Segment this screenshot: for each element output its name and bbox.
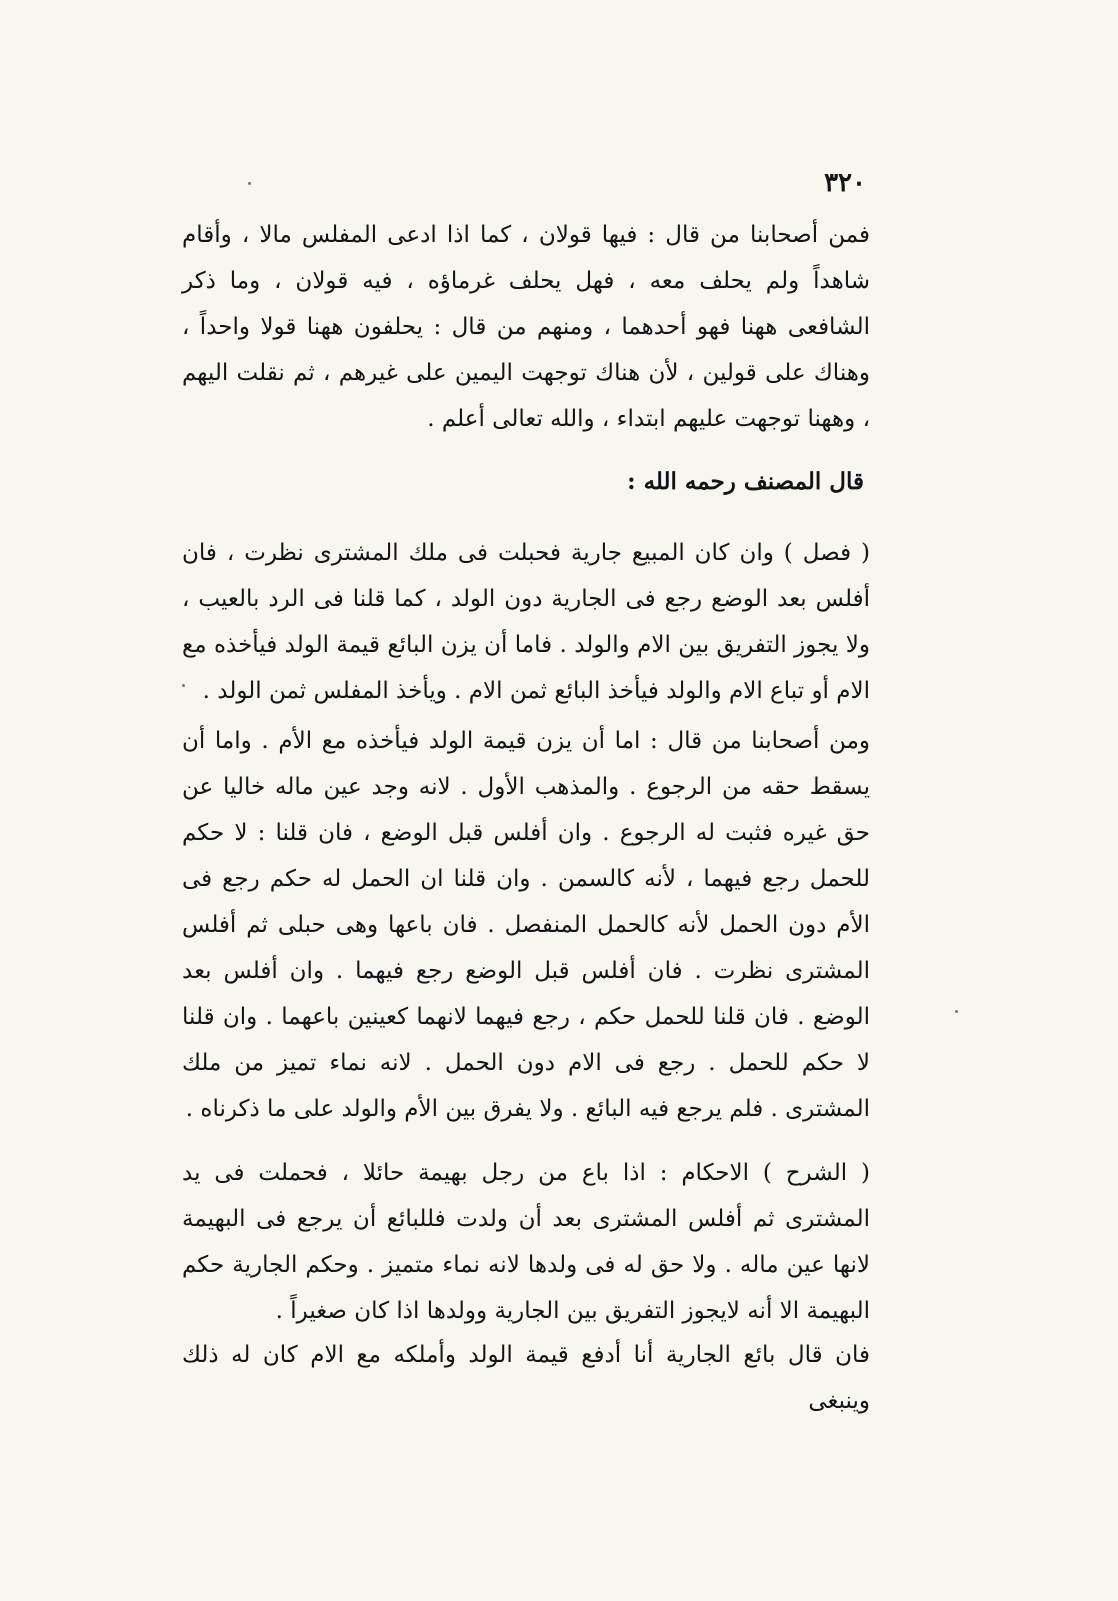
scan-speck [182,684,185,687]
paragraph-continuation: فمن أصحابنا من قال : فيها قولان ، كما اذا ادعى المفلس مالا ، وأقام شاهداً ولم يحلف معه ، فهل يحلف غرماؤه ، فيه قولان ، وما ذكر الشافعى ههنا فهو أحدهما ، ومنهم من قال : يحلفون ههنا قولا واحداً ، وهناك على قولين ، لأن هناك توجهت اليمين على غيرهم ، ثم نقلت اليهم ، وههنا توجهت عليهم ابتداء ، والله تعالى أعلم . [182,222,870,432]
paragraph-ashab: ومن أصحابنا من قال : اما أن يزن قيمة الولد فيأخذه مع الأم . واما أن يسقط حقه من الرجوع . والمذهب الأول . لانه وجد عين ماله خاليا عن حق غيره فثبت له الرجوع . وان أفلس قبل الوضع ، فان قلنا : لا حكم للحمل رجع فيهما ، لأنه كالسمن . وان قلنا ان الحمل له حكم رجع فى الأم دون الحمل لأنه كالحمل المنفصل . فان باعها وهى حبلى ثم أفلس المشترى نظرت . فان أفلس قبل الوضع رجع فيهما . وان أفلس بعد الوضع . فان قلنا للحمل حكم ، رجع فيهما لانهما كعينين باعهما . وان قلنا لا حكم للحمل . رجع فى الام دون الحمل . لانه نماء تميز من ملك المشترى . فلم يرجع فيه البائع . ولا يفرق بين الأم والولد على ما ذكرناه . [182,728,870,1122]
paragraph-sharh: ( الشرح ) الاحكام : اذا باع من رجل بهيمة حائلا ، فحملت فى يد المشترى ثم أفلس المشترى بعد أن ولدت فللبائع أن يرجع فى البهيمة لانها عين ماله . ولا حق له فى ولدها لانه نماء متميز . وحكم الجارية حكم البهيمة الا أنه لايجوز التفريق بين الجارية وولدها اذا كان صغيراً . [182,1160,870,1324]
section-heading: قال المصنف رحمه الله : [627,468,864,495]
scan-speck [955,1010,958,1013]
paragraph-final: فان قال بائع الجارية أنا أدفع قيمة الولد وأملكه مع الام كان له ذلك وينبغى [182,1342,870,1414]
paragraph-fasl: ( فصل ) وان كان المبيع جارية فحبلت فى ملك المشترى نظرت ، فان أفلس بعد الوضع رجع فى الجارية دون الولد ، كما قلنا فى الرد بالعيب ، ولا يجوز التفريق بين الام والولد . فاما أن يزن البائع قيمة الولد فيأخذه مع الام أو تباع الام والولد فيأخذ البائع ثمن الام . ويأخذ المفلس ثمن الولد . [182,540,870,704]
page-number: ٣٢٠ [824,168,866,198]
scan-speck [248,182,251,185]
